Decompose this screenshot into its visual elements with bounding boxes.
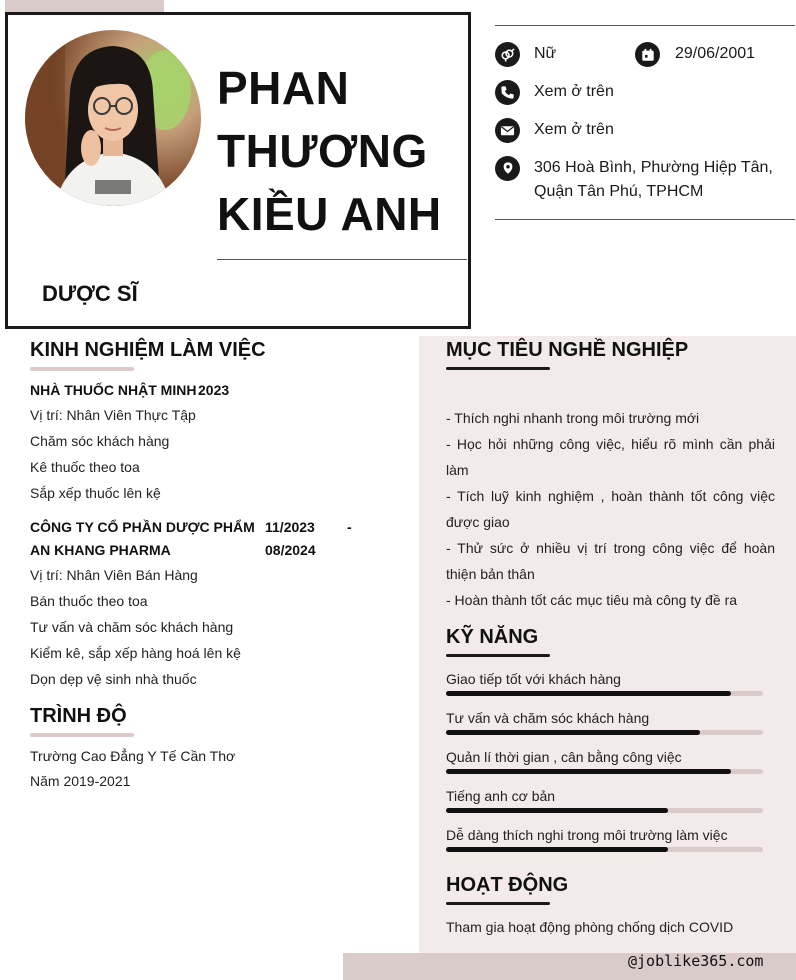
location-icon — [495, 156, 520, 181]
activities-heading-underline — [446, 902, 550, 905]
education-heading: TRÌNH ĐỘ — [30, 705, 127, 727]
job-2-date-start: 11/2023 — [265, 519, 315, 535]
full-name — [217, 57, 467, 246]
mail-icon — [495, 118, 520, 143]
skill-bar-fill — [446, 808, 668, 813]
address-line-2: Quận Tân Phú, TPHCM — [534, 183, 704, 200]
job-1-item: Kê thuốc theo toa — [30, 459, 140, 475]
job-1-date: 2023 — [198, 382, 230, 398]
footer-brand: @joblike365.com — [628, 952, 764, 970]
objective-item: - Học hỏi những công việc, hiểu rõ mình cần phải làm — [446, 436, 775, 478]
skill-label: Tiếng anh cơ bản — [446, 788, 556, 804]
gender-icon — [495, 42, 520, 67]
education-heading-underline — [30, 733, 134, 737]
gender-value: Nữ — [534, 45, 557, 62]
phone-icon — [495, 80, 520, 105]
experience-heading: KINH NGHIỆM LÀM VIỆC — [30, 339, 266, 361]
job-2-company-line-2: AN KHANG PHARMA — [30, 542, 171, 558]
job-2-date-separator: - — [347, 519, 352, 535]
address-line-1: 306 Hoà Bình, Phường Hiệp Tân, — [534, 159, 773, 176]
job-2-date-end: 08/2024 — [265, 542, 316, 558]
job-1-item: Chăm sóc khách hàng — [30, 433, 170, 449]
contact-divider-bottom — [495, 219, 795, 220]
job-2-item: Dọn dẹp vệ sinh nhà thuốc — [30, 671, 197, 687]
objective-item: - Thử sức ở nhiều vị trí trong công việc để hoàn thiện bản thân — [446, 540, 775, 582]
job-1-item: Vị trí: Nhân Viên Thực Tập — [30, 407, 196, 423]
skill-bar-fill — [446, 847, 668, 852]
job-2-company-line-1: CÔNG TY CỔ PHẦN DƯỢC PHẨM — [30, 519, 255, 535]
skills-heading: KỸ NĂNG — [446, 626, 539, 648]
skill-bar-fill — [446, 691, 731, 696]
skill-label: Quản lí thời gian , cân bằng công việc — [446, 749, 682, 765]
objective-list — [446, 405, 775, 613]
avatar-photo — [25, 30, 201, 206]
education-school: Trường Cao Đẳng Y Tế Cần Thơ — [30, 748, 236, 764]
experience-heading-underline — [30, 367, 134, 371]
job-title: DƯỢC SĨ — [42, 281, 138, 306]
phone-value: Xem ở trên — [534, 83, 614, 100]
skill-bar — [446, 769, 763, 774]
name-line-2: THƯƠNG — [217, 125, 428, 177]
skill-bar — [446, 847, 763, 852]
objective-item: - Hoàn thành tốt các mục tiêu mà công ty đề ra — [446, 592, 738, 608]
objective-item: - Tích luỹ kinh nghiệm , hoàn thành tốt công việc được giao — [446, 488, 775, 530]
objective-heading: MỤC TIÊU NGHỀ NGHIỆP — [446, 339, 689, 361]
job-2-item: Tư vấn và chăm sóc khách hàng — [30, 619, 234, 635]
job-1-item: Sắp xếp thuốc lên kệ — [30, 485, 161, 501]
calendar-icon — [635, 42, 660, 67]
email-value: Xem ở trên — [534, 121, 614, 138]
skill-bar — [446, 730, 763, 735]
address-value — [534, 156, 794, 204]
skill-label: Giao tiếp tốt với khách hàng — [446, 671, 621, 687]
objective-item: - Thích nghi nhanh trong môi trường mới — [446, 410, 700, 426]
job-2-item: Bán thuốc theo toa — [30, 593, 148, 609]
objective-heading-underline — [446, 367, 550, 370]
job-1-company: NHÀ THUỐC NHẬT MINH — [30, 382, 197, 398]
job-2-item: Vị trí: Nhân Viên Bán Hàng — [30, 567, 198, 583]
name-line-3: KIỀU ANH — [217, 188, 442, 240]
skill-bar-fill — [446, 730, 700, 735]
skill-label: Dễ dàng thích nghi trong môi trường làm việc — [446, 827, 728, 843]
activities-heading: HOẠT ĐỘNG — [446, 874, 569, 896]
contact-divider-top — [495, 25, 795, 26]
name-divider — [217, 259, 467, 260]
avatar — [25, 30, 201, 206]
activity-item: Tham gia hoạt động phòng chống dịch COVID — [446, 919, 734, 935]
skill-bar-fill — [446, 769, 731, 774]
education-years: Năm 2019-2021 — [30, 773, 131, 789]
name-line-1: PHAN — [217, 62, 350, 114]
skill-bar — [446, 808, 763, 813]
skill-label: Tư vấn và chăm sóc khách hàng — [446, 710, 650, 726]
job-2-item: Kiểm kê, sắp xếp hàng hoá lên kệ — [30, 645, 241, 661]
skill-bar — [446, 691, 763, 696]
skills-heading-underline — [446, 654, 550, 657]
birthday-value: 29/06/2001 — [675, 45, 756, 62]
